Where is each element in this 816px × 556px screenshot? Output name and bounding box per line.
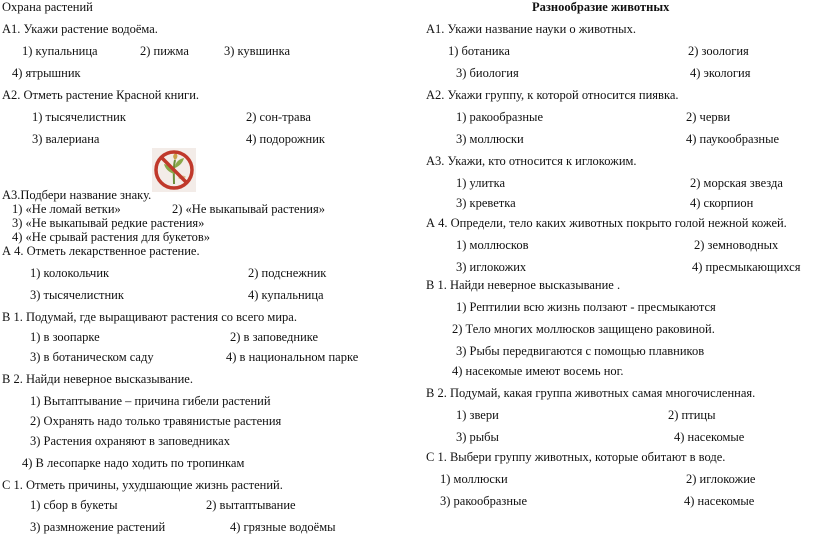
right-a1-option-2: 2) зоология	[688, 44, 749, 58]
left-a3-option-1: 1) «Не ломай ветки»	[12, 202, 121, 216]
right-a1-option-4: 4) экология	[690, 66, 751, 80]
right-title: Разнообразие животных	[532, 0, 670, 14]
right-b1-question: В 1. Найди неверное высказывание .	[426, 278, 621, 292]
right-a3-question: А3. Укажи, кто относится к иглокожим.	[426, 154, 637, 168]
left-a2-option-2: 2) сон-трава	[246, 110, 311, 124]
right-a3-option-1: 1) улитка	[456, 176, 506, 190]
no-picking-plants-sign-icon	[152, 148, 196, 192]
right-b2-option-1: 1) звери	[456, 408, 499, 422]
left-c1-option-1: 1) сбор в букеты	[30, 498, 118, 512]
right-a2-question: А2. Укажи группу, к которой относится пиявка.	[426, 88, 679, 102]
right-a3-option-4: 4) скорпион	[690, 196, 754, 210]
right-a1-question: А1. Укажи название науки о животных.	[426, 22, 636, 36]
right-a1-option-3: 3) биология	[456, 66, 519, 80]
right-b2-option-3: 3) рыбы	[456, 430, 499, 444]
left-b2-question: В 2. Найди неверное высказывание.	[2, 372, 193, 386]
right-b1-option-2: 2) Тело многих моллюсков защищено раковиной.	[452, 322, 715, 336]
left-b2-option-4: 4) В лесопарке надо ходить по тропинкам	[22, 456, 245, 470]
left-b2-option-2: 2) Охранять надо только травянистые растения	[30, 414, 282, 428]
right-b1-option-3: 3) Рыбы передвигаются с помощью плавников	[456, 344, 705, 358]
left-b2-option-3: 3) Растения охраняют в заповедниках	[30, 434, 230, 448]
left-a2-option-4: 4) подорожник	[246, 132, 326, 146]
left-a4-option-2: 2) подснежник	[248, 266, 327, 280]
right-a3-option-2: 2) морская звезда	[690, 176, 783, 190]
right-a3-option-3: 3) креветка	[456, 196, 516, 210]
left-b1-option-4: 4) в национальном парке	[226, 350, 359, 364]
left-a2-option-3: 3) валериана	[32, 132, 100, 146]
left-a4-option-1: 1) колокольчик	[30, 266, 110, 280]
left-a3-option-3: 3) «Не выкапывай редкие растения»	[12, 216, 205, 230]
right-c1-option-4: 4) насекомые	[684, 494, 755, 508]
left-c1-option-2: 2) вытаптывание	[206, 498, 296, 512]
right-a2-option-2: 2) черви	[686, 110, 731, 124]
left-c1-option-3: 3) размножение растений	[30, 520, 166, 534]
left-a3-question: А3.Подбери название знаку.	[2, 188, 152, 202]
left-a4-question: А 4. Отметь лекарственное растение.	[2, 244, 200, 258]
left-title: Охрана растений	[2, 0, 93, 14]
right-c1-option-3: 3) ракообразные	[440, 494, 528, 508]
right-b2-option-2: 2) птицы	[668, 408, 716, 422]
left-a4-option-4: 4) купальница	[248, 288, 324, 302]
left-c1-option-4: 4) грязные водоёмы	[230, 520, 336, 534]
right-c1-option-2: 2) иглокожие	[686, 472, 756, 486]
right-a2-option-4: 4) паукообразные	[686, 132, 780, 146]
left-a4-option-3: 3) тысячелистник	[30, 288, 124, 302]
left-b1-option-2: 2) в заповеднике	[230, 330, 319, 344]
right-a4-option-1: 1) моллюсков	[456, 238, 529, 252]
left-b1-question: В 1. Подумай, где выращивают растения со всего мира.	[2, 310, 297, 324]
right-c1-question: С 1. Выбери группу животных, которые обитают в воде.	[426, 450, 726, 464]
left-a2-option-1: 1) тысячелистник	[32, 110, 126, 124]
right-a2-option-1: 1) ракообразные	[456, 110, 544, 124]
left-b2-option-1: 1) Вытаптывание – причина гибели растений	[30, 394, 271, 408]
left-a1-option-1: 1) купальница	[22, 44, 98, 58]
right-b1-option-1: 1) Рептилии всю жизнь ползают - пресмыкаются	[456, 300, 716, 314]
left-a3-option-2: 2) «Не выкапывай растения»	[172, 202, 325, 216]
left-c1-question: С 1. Отметь причины, ухудшающие жизнь растений.	[2, 478, 283, 492]
left-a2-question: А2. Отметь растение Красной книги.	[2, 88, 200, 102]
right-a1-option-1: 1) ботаника	[448, 44, 510, 58]
right-b2-question: В 2. Подумай, какая группа животных самая многочисленная.	[426, 386, 756, 400]
left-a1-option-2: 2) пижма	[140, 44, 189, 58]
right-a2-option-3: 3) моллюски	[456, 132, 524, 146]
right-b2-option-4: 4) насекомые	[674, 430, 745, 444]
left-a1-option-4: 4) ятрышник	[12, 66, 81, 80]
right-a4-option-2: 2) земноводных	[694, 238, 779, 252]
right-b1-option-4: 4) насекомые имеют восемь ног.	[452, 364, 624, 378]
left-b1-option-1: 1) в зоопарке	[30, 330, 100, 344]
right-a4-option-4: 4) пресмыкающихся	[692, 260, 801, 274]
left-a1-question: А1. Укажи растение водоёма.	[2, 22, 158, 36]
right-c1-option-1: 1) моллюски	[440, 472, 508, 486]
left-a1-option-3: 3) кувшинка	[224, 44, 291, 58]
right-a4-option-3: 3) иглокожих	[456, 260, 527, 274]
left-b1-option-3: 3) в ботаническом саду	[30, 350, 154, 364]
right-a4-question: А 4. Определи, тело каких животных покрыто голой нежной кожей.	[426, 216, 787, 230]
left-a3-option-4: 4) «Не срывай растения для букетов»	[12, 230, 211, 244]
